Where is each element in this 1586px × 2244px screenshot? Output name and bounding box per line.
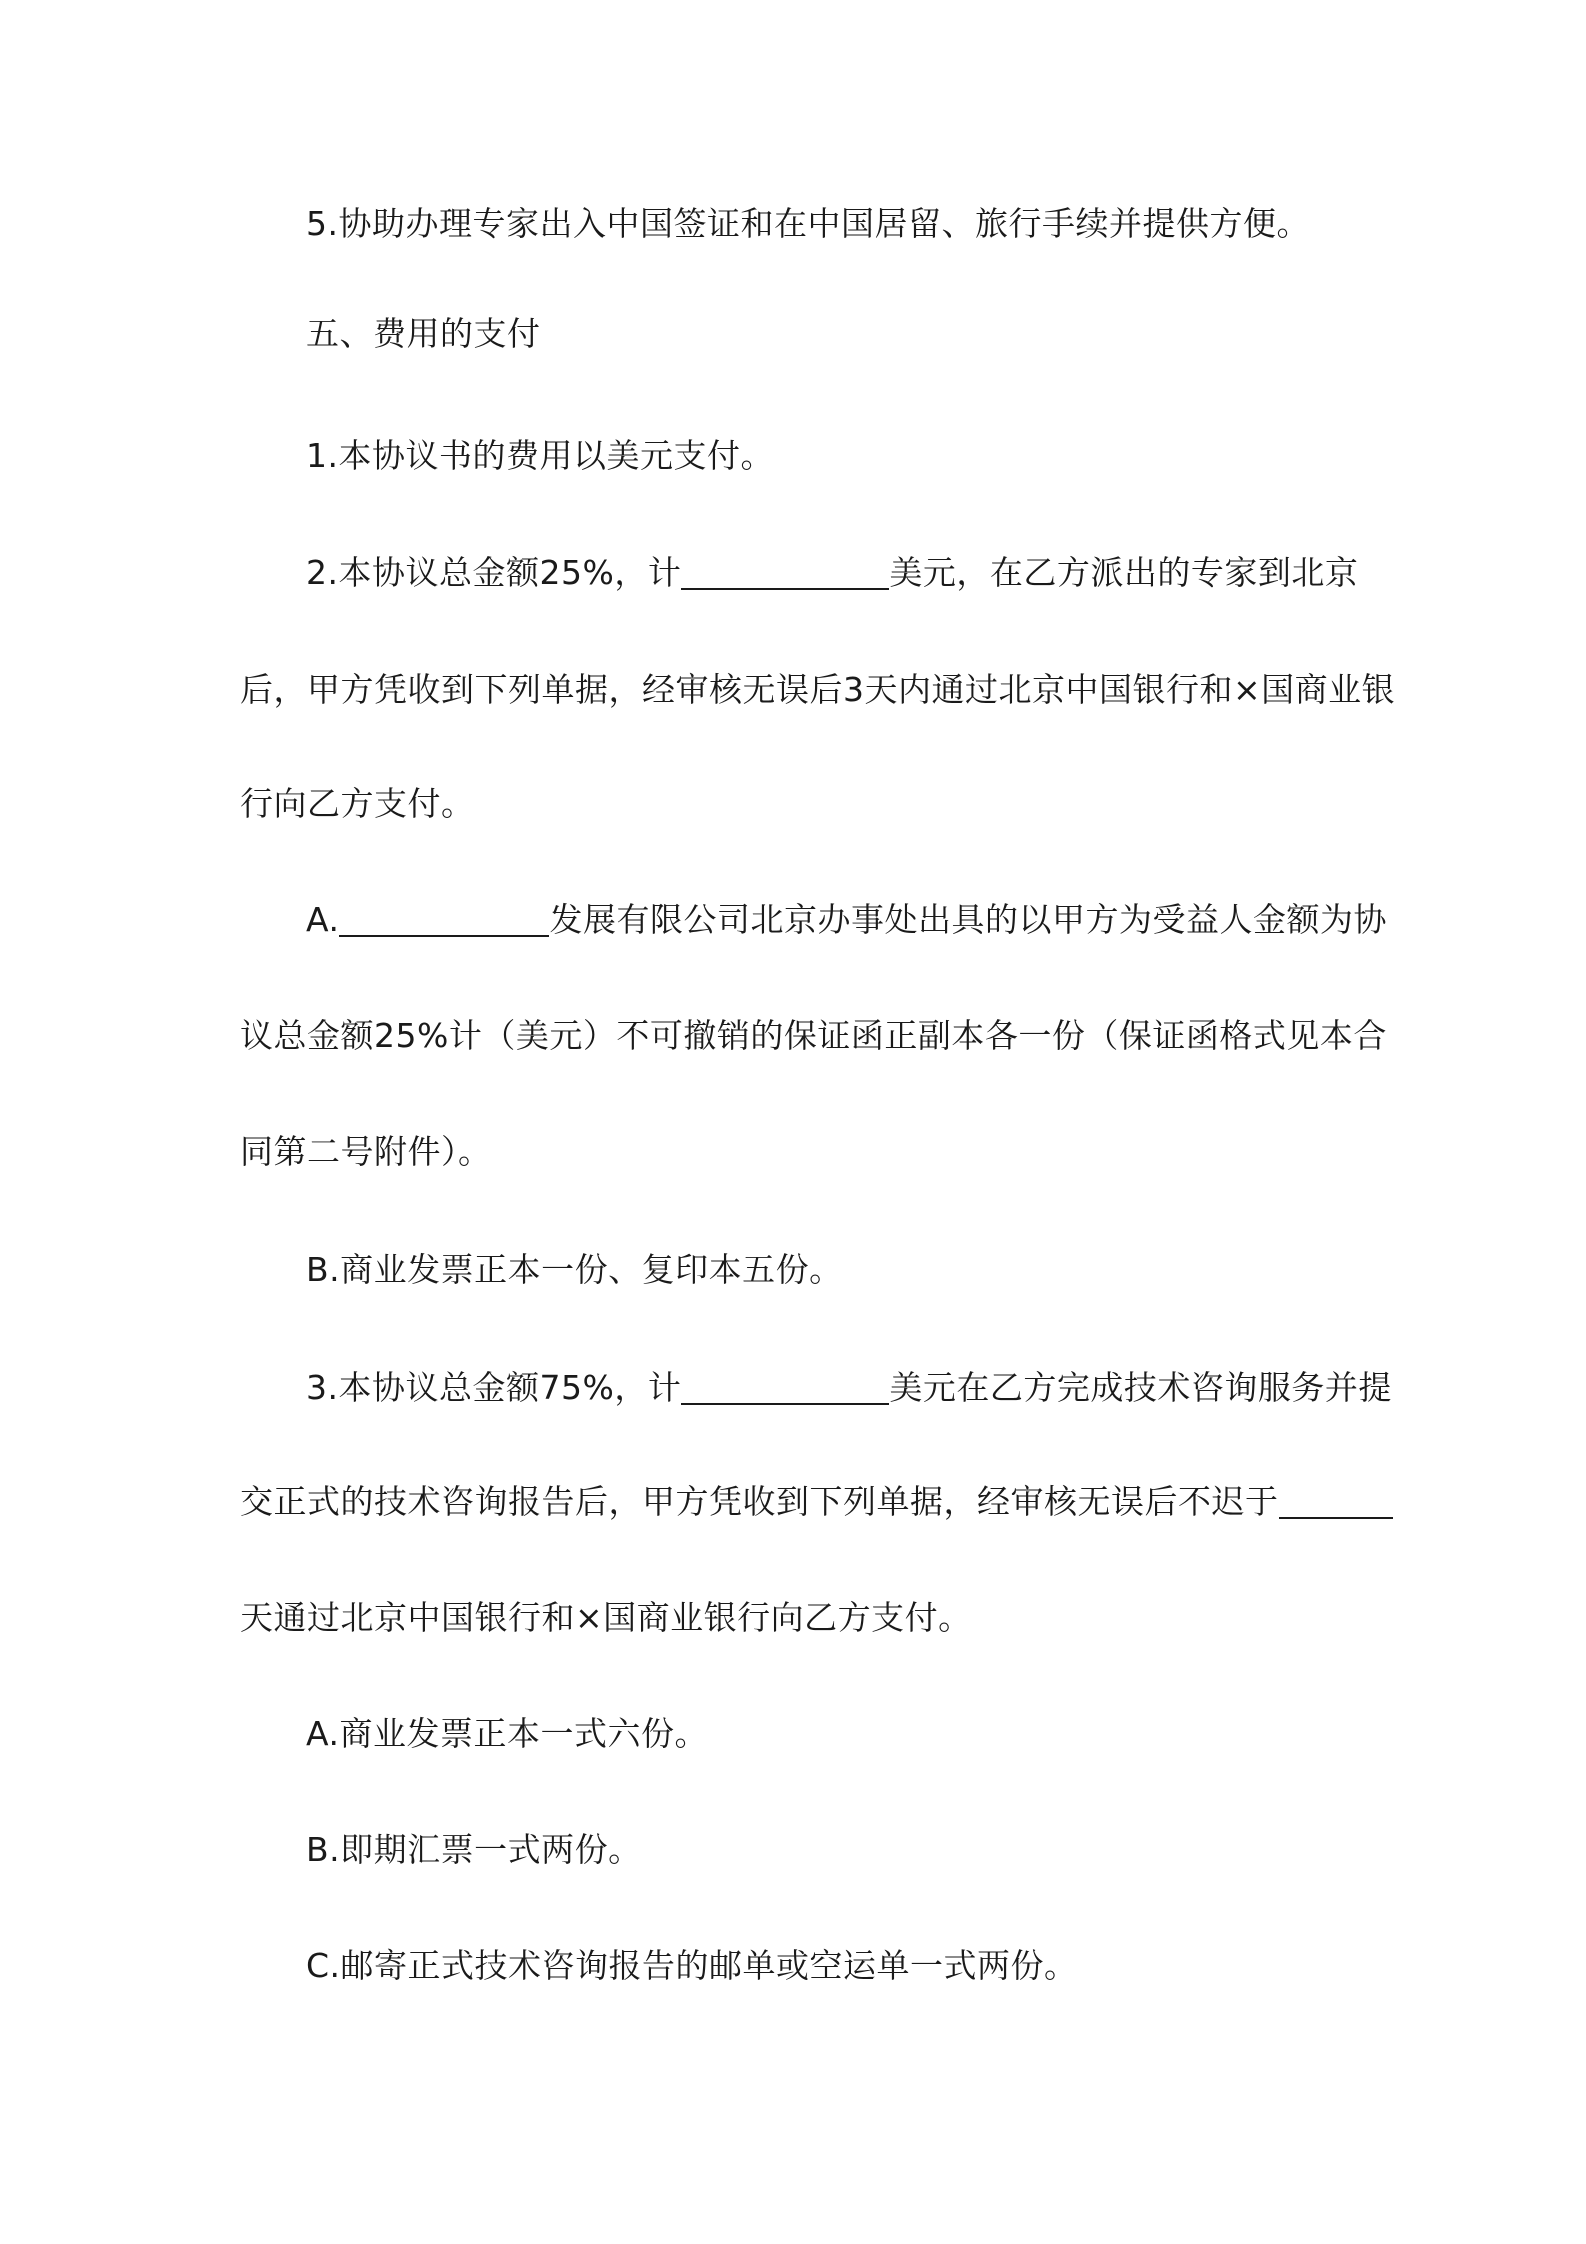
heading-text: 五、费用的支付 — [306, 314, 541, 353]
item-c — [306, 1944, 1360, 1988]
text-line: 同第二号附件）。 — [240, 1132, 492, 1171]
text-line: C.邮寄正式技术咨询报告的邮单或空运单一式两份。 — [306, 1946, 1078, 1985]
text-before-blank: 交正式的技术咨询报告后，甲方凭收到下列单据，经审核无误后不迟于 — [240, 1482, 1279, 1521]
text-line: 5.协助办理专家出入中国签证和在中国居留、旅行手续并提供方便。 — [306, 204, 1310, 243]
item-a-line-1 — [306, 898, 1387, 942]
text-line: 议总金额25%计（美元）不可撤销的保证函正副本各一份（保证函格式见本合 — [240, 1016, 1387, 1055]
clause-3-line-2 — [240, 1480, 1360, 1524]
text-line: 天通过北京中国银行和×国商业银行向乙方支付。 — [240, 1598, 972, 1637]
clause-1 — [306, 434, 1360, 478]
item-a-line-3 — [240, 1130, 1360, 1174]
item-a — [306, 1712, 1360, 1756]
clause-2-line-1 — [306, 551, 1360, 595]
amount-blank[interactable] — [681, 552, 889, 590]
text-line: B.即期汇票一式两份。 — [306, 1830, 642, 1869]
text-line: A.商业发票正本一式六份。 — [306, 1714, 708, 1753]
clause-2-line-2 — [240, 668, 1396, 712]
text-after-blank: 美元，在乙方派出的专家到北京 — [889, 553, 1359, 592]
item-a-line-2 — [240, 1014, 1387, 1058]
text-after-blank: 发展有限公司北京办事处出具的以甲方为受益人金额为协 — [549, 900, 1387, 939]
item-b — [306, 1828, 1360, 1872]
text-before-blank: 2.本协议总金额25%，计 — [306, 553, 682, 592]
item-b — [306, 1248, 1360, 1292]
text-before-blank: A. — [306, 900, 340, 939]
clause-2-line-3 — [240, 782, 1360, 826]
clause-3-line-3 — [240, 1596, 1360, 1640]
amount-blank[interactable] — [681, 1367, 889, 1405]
text-line: 后，甲方凭收到下列单据，经审核无误后3天内通过北京中国银行和×国商业银 — [240, 670, 1396, 709]
text-line: B.商业发票正本一份、复印本五份。 — [306, 1250, 843, 1289]
text-line: 行向乙方支付。 — [240, 784, 475, 823]
company-blank[interactable] — [339, 899, 549, 937]
text-before-blank: 3.本协议总金额75%，计 — [306, 1368, 682, 1407]
text-line: 1.本协议书的费用以美元支付。 — [306, 436, 774, 475]
paragraph-item-5 — [306, 202, 1360, 246]
text-after-blank: 美元在乙方完成技术咨询服务并提 — [889, 1368, 1392, 1407]
section-heading — [306, 312, 1360, 356]
clause-3-line-1 — [306, 1366, 1392, 1410]
days-blank[interactable] — [1279, 1481, 1393, 1519]
